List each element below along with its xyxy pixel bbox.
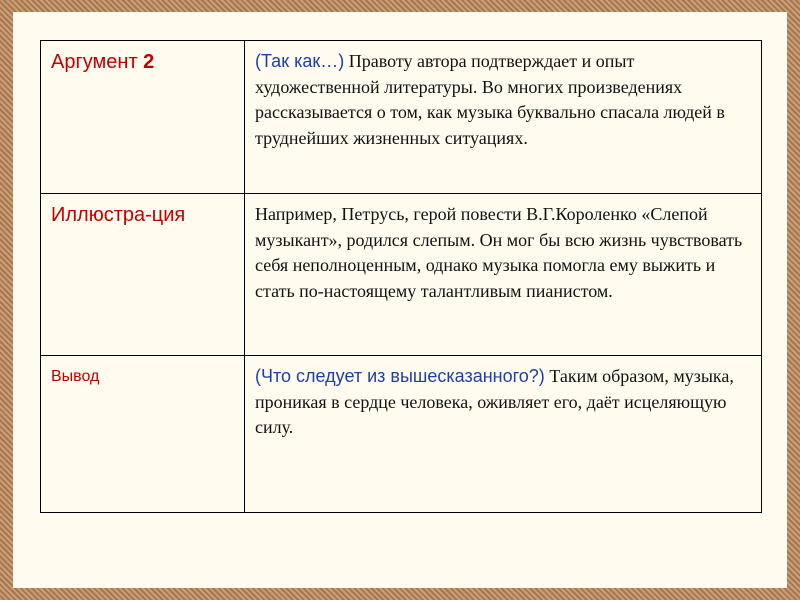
table-row-conclusion bbox=[41, 356, 762, 513]
label-argument-text: Аргумент bbox=[51, 51, 144, 73]
table-row-illustration bbox=[41, 194, 762, 356]
label-conclusion-text: Вывод bbox=[51, 368, 100, 385]
argument-table bbox=[40, 40, 762, 513]
label-cell-conclusion bbox=[41, 356, 245, 513]
text-cell-conclusion bbox=[245, 356, 762, 513]
conclusion-body-text: Таким образом, музыка, проникая в сердце человека, оживляет его, даёт исцеляющую силу. bbox=[255, 366, 734, 438]
label-cell-argument bbox=[41, 41, 245, 194]
label-argument-number: 2 bbox=[143, 51, 155, 73]
illustration-body-text: Например, Петрусь, герой повести В.Г.Короленко «Слепой музыкант», родился слепым. Он мог бы всю жизнь чувствовать себя неполноценным, однако музыка помогла ему выжить и стать по-настоящему талантливым пианистом. bbox=[255, 204, 743, 301]
table-row-argument bbox=[41, 41, 762, 194]
argument-body-text: Правоту автора подтверждает и опыт художественной литературы. Во многих произведениях рассказывается о том, как музыка буквально спасала людей в труднейших жизненных ситуациях. bbox=[255, 51, 725, 148]
label-illustration-text: Иллюстра-ция bbox=[51, 204, 186, 226]
label-cell-illustration bbox=[41, 194, 245, 356]
text-cell-illustration bbox=[245, 194, 762, 356]
lead-question-argument: (Так как…) bbox=[255, 51, 345, 71]
lead-question-conclusion: (Что следует из вышесказанного?) bbox=[255, 366, 545, 386]
text-cell-argument bbox=[245, 41, 762, 194]
